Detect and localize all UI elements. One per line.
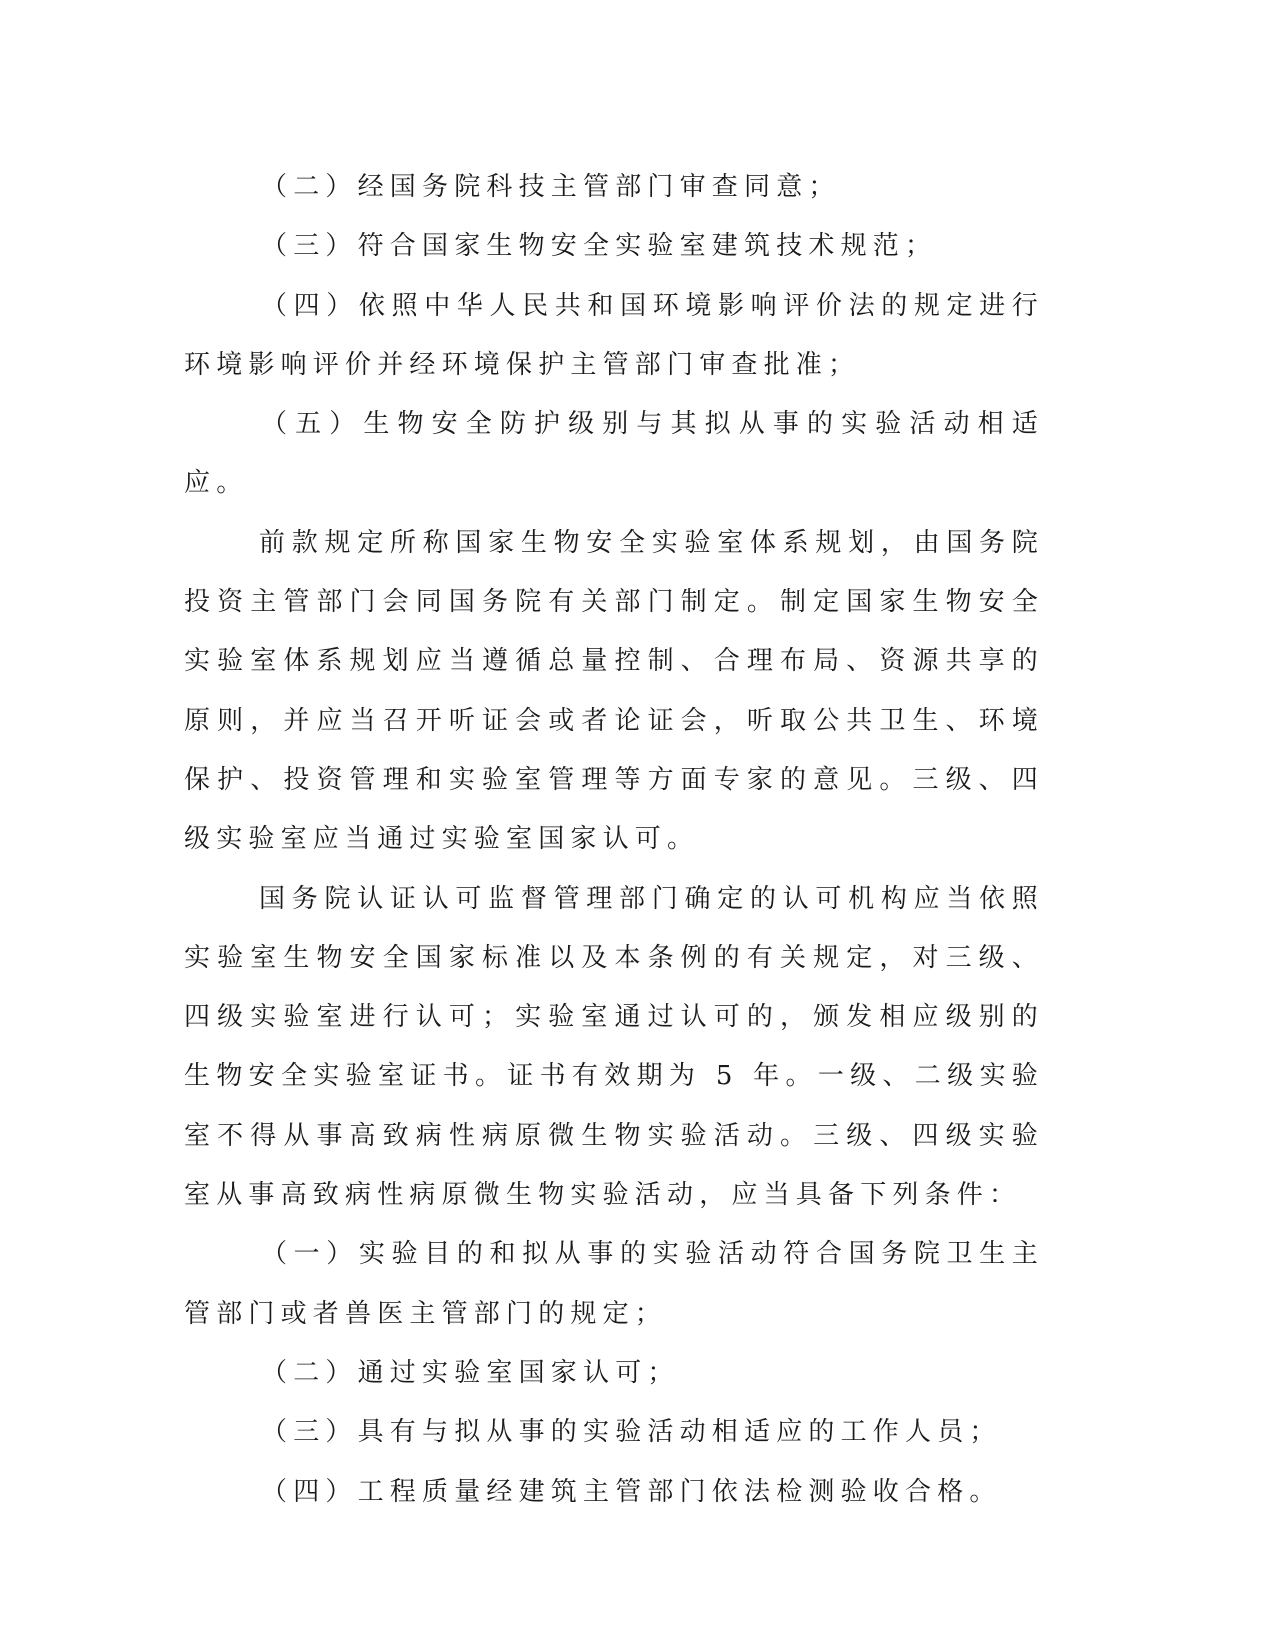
condition-item-3: （三）具有与拟从事的实验活动相适应的工作人员；	[261, 1417, 1002, 1448]
condition-item-2: （二）通过实验室国家认可；	[261, 1357, 680, 1388]
body-paragraph-accreditation: 国务院认证认可监督管理部门确定的认可机构应当依照实验室生物安全国家标准以及本条例的有关规定，对三级、四级实验室进行认可；实验室通过认可的，颁发相应级别的生物安全实验室证书。证书有效期为 5 年。一级、二级实验室不得从事高致病性病原微生物实验活动。三级、四级实验室从事高致病性病原微生物实验活动，应当具备下列条件：	[184, 883, 1044, 1211]
list-item-5: （五）生物安全防护级别与其拟从事的实验活动相适应。	[184, 409, 1044, 499]
condition-item-1: （一）实验目的和拟从事的实验活动符合国务院卫生主管部门或者兽医主管部门的规定；	[184, 1239, 1044, 1329]
body-paragraph-planning: 前款规定所称国家生物安全实验室体系规划，由国务院投资主管部门会同国务院有关部门制定。制定国家生物安全实验室体系规划应当遵循总量控制、合理布局、资源共享的原则，并应当召开听证会或者论证会，听取公共卫生、环境保护、投资管理和实验室管理等方面专家的意见。三级、四级实验室应当通过实验室国家认可。	[184, 527, 1044, 855]
list-item-4: （四）依照中华人民共和国环境影响评价法的规定进行环境影响评价并经环境保护主管部门审查批准；	[184, 290, 1044, 380]
document-body	[184, 158, 1044, 1522]
list-item-2: （二）经国务院科技主管部门审查同意；	[261, 172, 841, 202]
list-item-3: （三）符合国家生物安全实验室建筑技术规范；	[261, 231, 938, 262]
condition-item-4: （四）工程质量经建筑主管部门依法检测验收合格。	[261, 1476, 1002, 1507]
